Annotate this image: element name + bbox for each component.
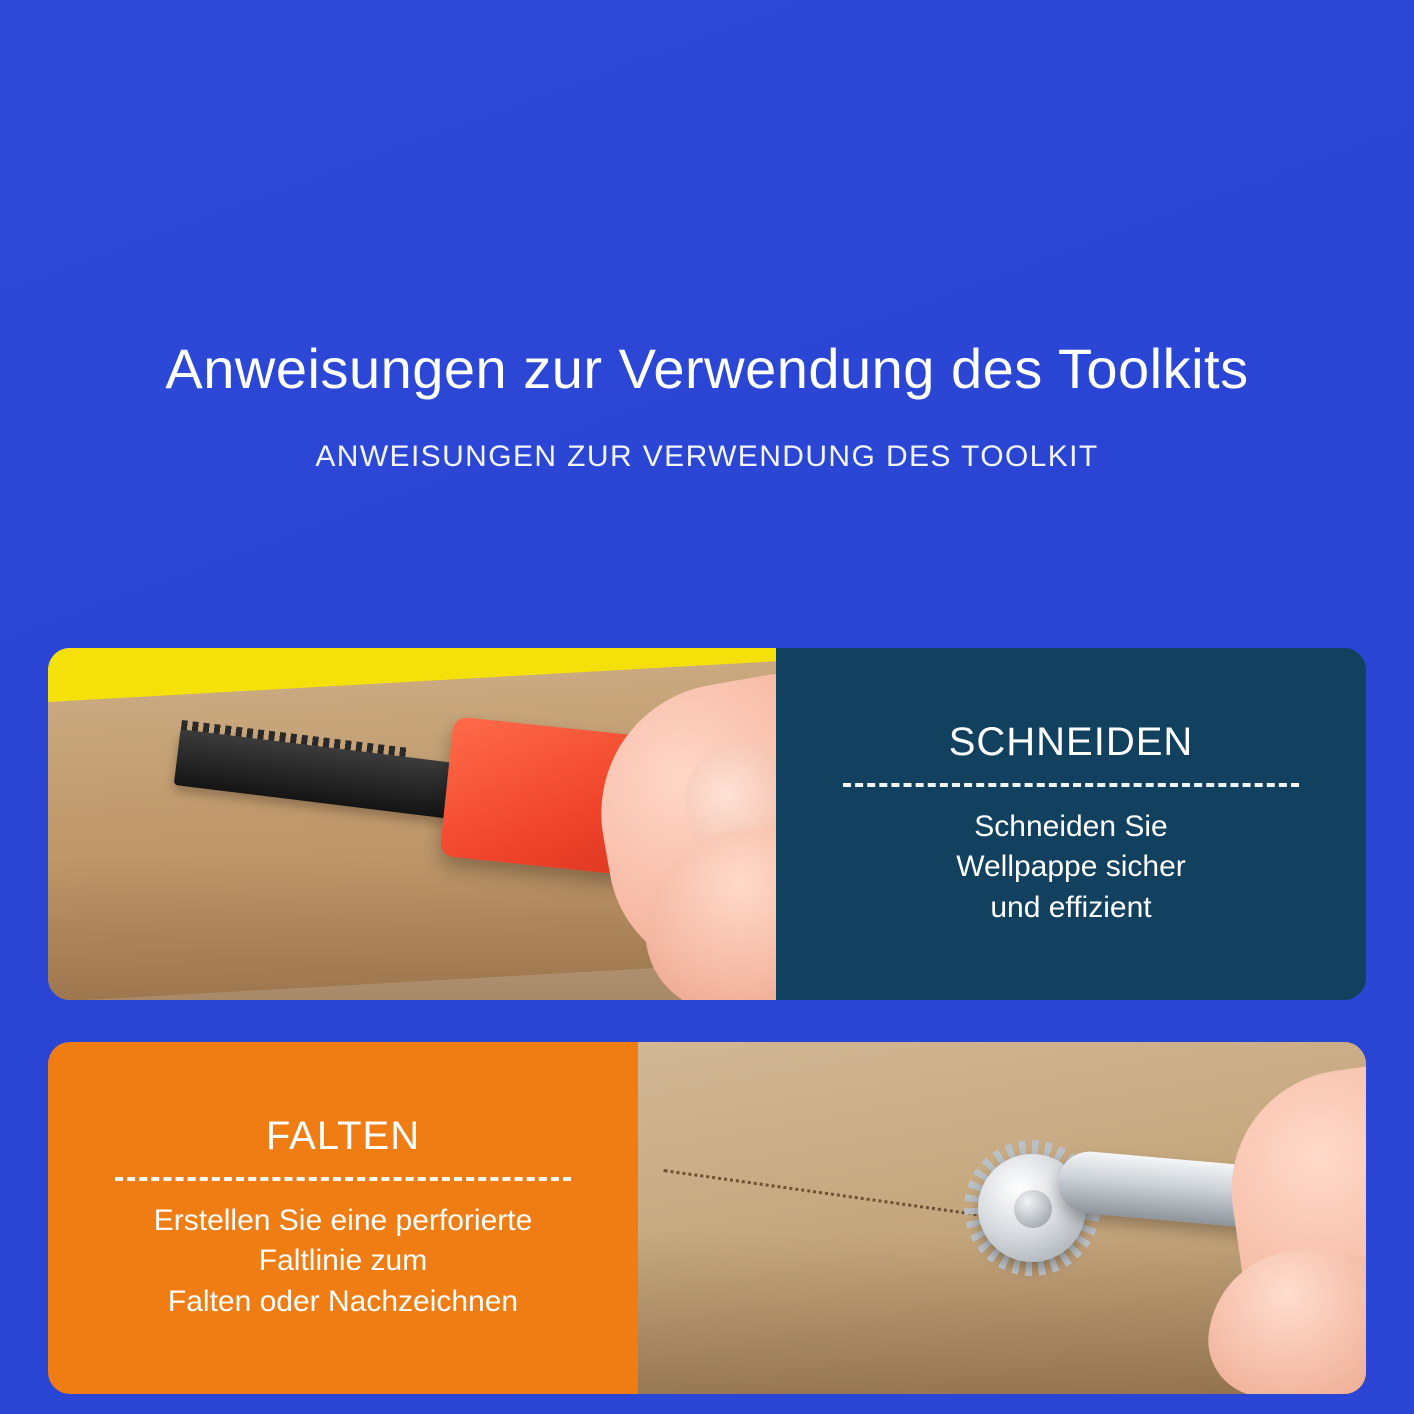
description-line: Falten oder Nachzeichnen xyxy=(167,1284,519,1318)
card-description-fold xyxy=(154,1201,533,1323)
description-line: Erstellen Sie eine perforierte xyxy=(153,1203,533,1237)
card-heading-fold: FALTEN xyxy=(265,1113,421,1158)
description-line: und effizient xyxy=(990,890,1152,924)
photo-folding xyxy=(638,1042,1366,1394)
photo-cutting xyxy=(48,648,776,1000)
text-panel-cut xyxy=(776,648,1366,1000)
page-title: Anweisungen zur Verwendung des Toolkits xyxy=(165,336,1249,400)
page-subtitle: ANWEISUNGEN ZUR VERWENDUNG DES TOOLKIT xyxy=(315,440,1099,473)
dashed-divider xyxy=(843,783,1298,787)
dashed-divider xyxy=(115,1177,570,1181)
text-panel-fold xyxy=(48,1042,638,1394)
instruction-card-fold xyxy=(48,1042,1366,1394)
card-heading-cut: SCHNEIDEN xyxy=(948,719,1194,764)
tracing-wheel-hub xyxy=(1014,1190,1052,1228)
description-line: Schneiden Sie xyxy=(974,809,1168,843)
instruction-card-cut xyxy=(48,648,1366,1000)
description-line: Wellpappe sicher xyxy=(956,850,1186,884)
description-line: Faltlinie zum xyxy=(258,1244,428,1278)
card-description-cut xyxy=(956,807,1186,929)
